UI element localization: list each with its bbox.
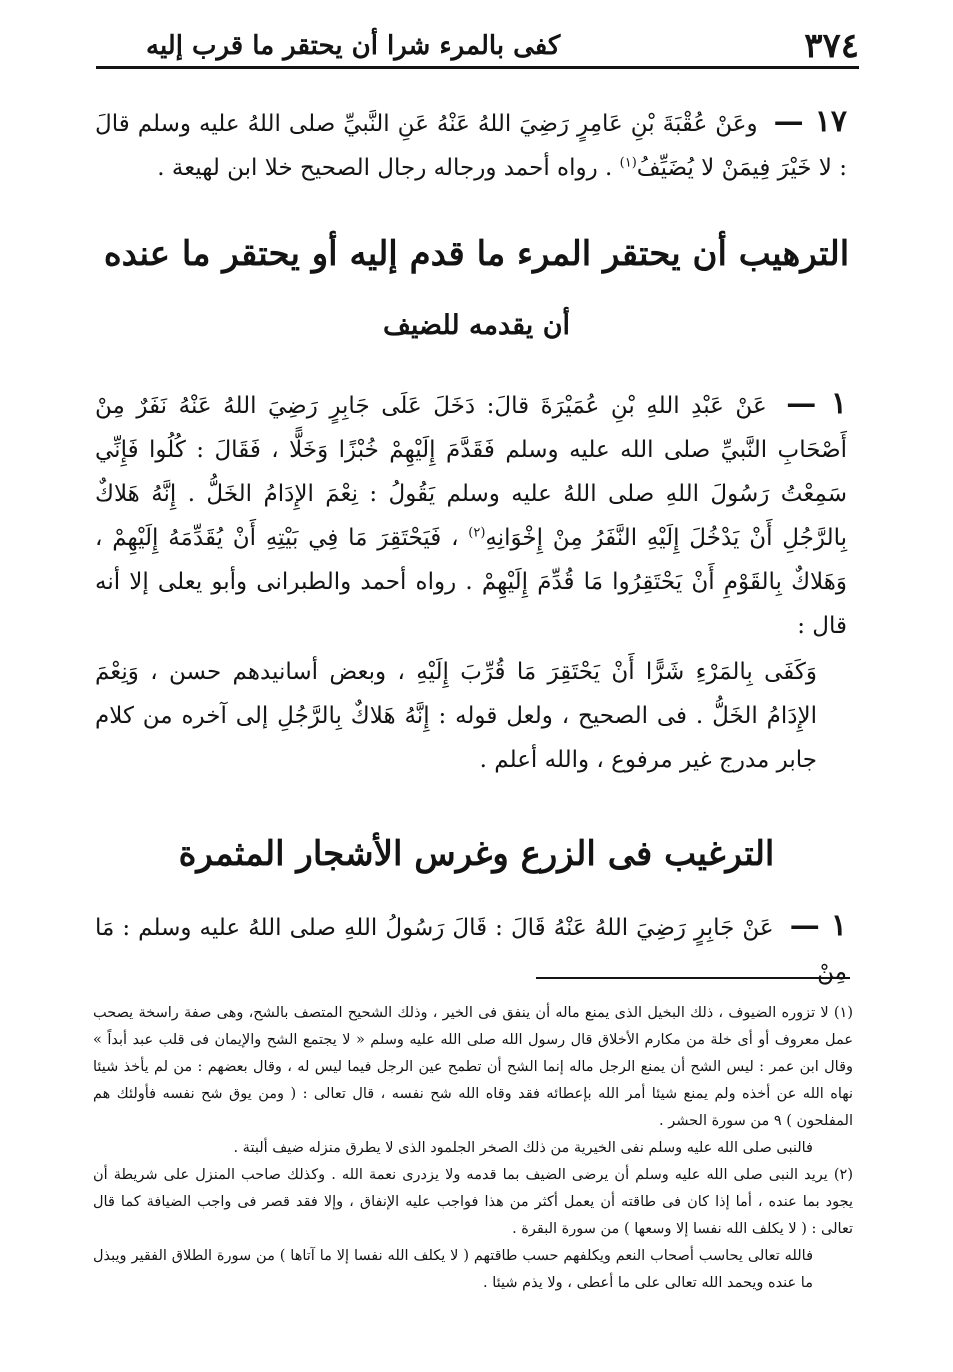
- hadith-1b-number: ١ —: [789, 908, 847, 943]
- commentary-paragraph: وَكَفَى بِالمَرْءِ شَرًّا أَنْ يَحْتَقِرَ مَا قُرِّبَ إِلَيْهِ ، وبعض أسانيدهم حسن ، وَنِعْمَ الإِدَامُ الخَلُّ . فى الصحيح ، ولعل قوله : إِنَّهُ هَلاكٌ بِالرَّجُلِ إلى آخره من كلام جابر مدرج غير مرفوع ، والله أعلم .: [95, 659, 817, 773]
- hadith-1a-number: ١ —: [786, 386, 847, 421]
- hadith-17-source: . رواه أحمد ورجاله رجال الصحيح خلا ابن لهيعة .: [157, 155, 620, 181]
- footnote-1: (١) لا تزوره الضيوف ، ذلك البخيل الذى يمنع ماله أن ينفق فى الخير ، وذلك الشحيح المتصف بالشح، وهى صفة راسخة يصحب عمل معروف أو أى خلة من مكارم الأخلاق قال رسول الله صلى الله عليه وسلم « لا يجتمع الشح والإيمان فى قلب عبد أبداً » وقال ابن عمر : ليس الشح أن يمنع الرجل ماله إنما الشح أن تطمح عين الرجل فيما ليس له ، وقال بعضهم : من لم يأخذ شيئا نهاه الله عن أخذه ولم يمنع شيئا أمر الله بإعطائه فقد وقاه الله شح نفسه ، قال تعالى : ( ومن يوق شح نفسه فأولئك هم المفلحون ) ٩ من سورة الحشر .: [93, 1005, 853, 1129]
- hadith-1b-text: عَنْ جَابِرٍ رَضِيَ اللهُ عَنْهُ قَالَ : قَالَ رَسُولُ اللهِ صلى اللهُ عليه وسلم : مَا مِنْ: [95, 915, 847, 985]
- header-rule: [96, 66, 859, 69]
- footnote-rule: [536, 977, 850, 979]
- running-header: [96, 18, 859, 66]
- footnote-2-continued: فالله تعالى يحاسب أصحاب النعم ويكلفهم حسب طاقتهم ( لا يكلف الله نفسا إلا ما آتاها ) من سورة الطلاق الفقير ويبذل ما عنده ويحمد الله تعالى على ما أعطى ، ولا يذم شيئا .: [93, 1248, 813, 1291]
- section-title-warning: الترهيب أن يحتقر المرء ما قدم إليه أو يحتقر ما عنده: [103, 234, 850, 274]
- hadith-1a-text: عَنْ عَبْدِ اللهِ بْنِ عُمَيْرَةَ قالَ: دَخَلَ عَلَى جَابِرٍ رَضِيَ اللهُ عَنْهُ نَفَرٌ مِنْ أَصْحَابِ النَّبيِّ صلى الله عليه وسلم فَقَدَّمَ إِلَيْهِمْ خُبْزًا وَخَلًّا ، فَقَالَ : كُلُوا فَإِنِّي سَمِعْتُ رَسُولَ اللهِ صلى اللهُ عليه وسلم يَقُولُ : نِعْمَ الإِدَامُ الخَلُّ . إِنَّهُ هَلاكٌ بِالرَّجُلِ أَنْ يَدْخُلَ إِلَيْهِ النَّفَرُ مِنْ إِخْوَانِهِ: [95, 393, 847, 551]
- footnotes: [93, 1000, 853, 1297]
- running-title: كفى بالمرء شرا أن يحتقر ما قرب إليه: [146, 31, 561, 61]
- hadith-1a-text-continued: ، فَيَحْتَقِرَ مَا فِي بَيْتِهِ أَنْ يُقَدِّمَهُ إِلَيْهِمْ ، وَهَلاكٌ بِالقَوْمِ أَنْ يَحْتَقِرُوا مَا قُدِّمَ إِلَيْهِمْ . رواه أحمد والطبرانى وأبو يعلى إلا أنه قال :: [95, 525, 847, 639]
- hadith-17-text: وعَنْ عُقْبَةَ بْنِ عَامِرٍ رَضِيَ اللهُ عَنْهُ عَنِ النَّبيِّ صلى اللهُ عليه وسلم قالَ : لا خَيْرَ فِيمَنْ لا يُضَيِّفُ: [95, 111, 847, 181]
- footnote-2: (٢) يريد النبى صلى الله عليه وسلم أن يرضى الضيف بما قدمه ولا يزدرى نعمة الله . وكذلك صاحب المنزل على شريطة أن يجود بما عنده ، أما إذا كان فى طاقته أن يعمل أكثر من هذا فواجب عليه الإنفاق ، وإلا فقد قصر فى واجب الضيافة كما قال تعالى : ( لا يكلف الله نفسا إلا وسعها ) من سورة البقرة .: [93, 1167, 853, 1237]
- hadith-1b-paragraph: [95, 904, 847, 994]
- section-subtitle-warning: أن يقدمه للضيف: [382, 310, 571, 341]
- hadith-1a-paragraph: [95, 382, 847, 648]
- footnote-mark-2: (٢): [468, 525, 486, 541]
- footnote-1-continued: فالنبى صلى الله عليه وسلم نفى الخيرية من ذلك الصخر الجلمود الذى لا يطرق منزله ضيف ألبتة .: [233, 1140, 813, 1156]
- hadith-17-paragraph: [95, 100, 847, 190]
- section-title-planting: الترغيب فى الزرع وغرس الأشجار المثمرة: [178, 834, 775, 874]
- page-number: ٣٧٤: [804, 26, 859, 66]
- footnote-mark-1: (١): [619, 155, 637, 171]
- hadith-17-number: ١٧ —: [773, 104, 848, 139]
